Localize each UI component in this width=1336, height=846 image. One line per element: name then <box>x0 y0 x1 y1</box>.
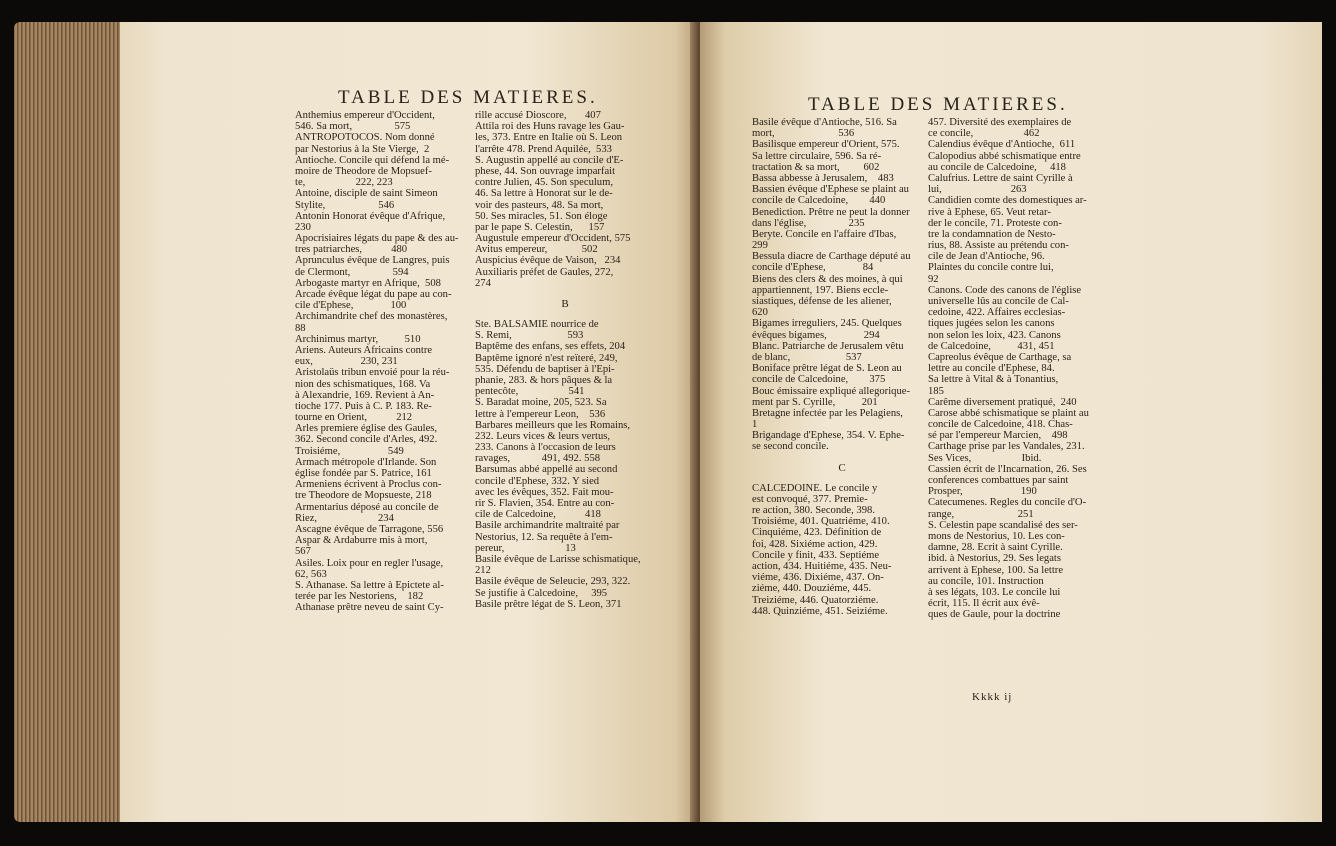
index-line: Brigandage d'Ephese, 354. V. Ephe- <box>752 430 905 442</box>
index-line: 62, 563 <box>295 568 327 580</box>
index-line: cedoine, 422. Affaires ecclesias- <box>928 307 1066 319</box>
index-line: nion des schismatiques, 168. Va <box>295 378 431 390</box>
index-line: rir S. Flavien, 354. Entre au con- <box>475 498 615 509</box>
index-line: 233. Canons à l'occasion de leurs <box>475 442 616 454</box>
index-line: église fondée par S. Patrice, 161 <box>295 468 432 479</box>
index-line: Bouc émissaire expliqué allegorique- <box>752 385 910 397</box>
index-line: Arcade évêque légat du pape au con- <box>295 289 452 300</box>
index-column-right-1 <box>752 117 932 617</box>
index-line: Arbogaste martyr en Afrique, 508 <box>295 277 441 289</box>
index-line: ce concile, 462 <box>928 128 1040 140</box>
index-line: ziéme, 440. Douziéme, 445. <box>752 583 872 595</box>
index-line: S. Augustin appellé au concile d'E- <box>475 154 624 166</box>
signature-mark: Kkkk ij <box>972 691 1013 703</box>
index-line: Arles premiere église des Gaules, <box>295 423 438 435</box>
index-line: Bassa abbesse à Jerusalem, 483 <box>752 172 894 184</box>
index-line: Barsumas abbé appellé au second <box>475 464 618 476</box>
index-line: de Clermont, 594 <box>295 266 409 278</box>
index-line: 535. Défendu de baptiser à l'Epi- <box>475 363 615 375</box>
index-line: lui, 263 <box>928 184 1027 196</box>
index-line: par Nestorius à la Ste Vierge, 2 <box>295 143 430 155</box>
left-page <box>120 22 698 822</box>
index-line: re action, 380. Seconde, 398. <box>752 505 875 516</box>
index-line: 185 <box>928 385 944 397</box>
index-line: Athanase prêtre neveu de saint Cy- <box>295 602 444 614</box>
index-line: Catecumenes. Regles du concile d'O- <box>928 497 1087 509</box>
index-line: ANTROPOTOCOS. Nom donné <box>295 132 435 144</box>
index-line: tres patriarches, 480 <box>295 244 408 256</box>
index-line: Cinquiéme, 423. Définition de <box>752 527 882 539</box>
index-line: Ses Vices, Ibid. <box>928 452 1042 464</box>
index-line: Calufrius. Lettre de saint Cyrille à <box>928 172 1073 184</box>
index-line: Blanc. Patriarche de Jerusalem vêtu <box>752 340 904 352</box>
index-line: Troisiéme, 401. Quatriéme, 410. <box>752 516 890 528</box>
index-line: Antoine, disciple de saint Simeon <box>295 188 438 200</box>
index-line: Apocrisiaires légats du pape & des au- <box>295 233 459 245</box>
index-line: concile d'Ephese, 332. Y sied <box>475 475 600 487</box>
index-line: Cassien écrit de l'Incarnation, 26. Ses <box>928 463 1087 475</box>
page-heading-left: TABLE DES MATIERES. <box>338 87 598 108</box>
index-column-right-2 <box>928 117 1113 620</box>
index-line: avec les évêques, 352. Fait mou- <box>475 486 614 498</box>
index-line: appartiennent, 197. Biens eccle- <box>752 284 889 296</box>
index-line: évêques bigames, 294 <box>752 329 880 341</box>
index-line: Aristolaüs tribun envoié pour la réu- <box>295 367 450 379</box>
index-line: Bessula diacre de Carthage député au <box>752 251 911 263</box>
index-line: eux, 230, 231 <box>295 356 398 368</box>
index-line: à Alexandrie, 169. Revient à An- <box>295 389 435 401</box>
index-line: foi, 428. Sixiéme action, 429. <box>752 538 878 550</box>
index-line: non selon les loix, 423. Canons <box>928 329 1061 341</box>
index-column-left-1 <box>295 110 473 613</box>
index-column-left-2 <box>475 110 655 610</box>
index-line: phese, 44. Son ouvrage imparfait <box>475 165 616 177</box>
index-line: Calendius évêque d'Antioche, 611 <box>928 139 1076 151</box>
index-line: Aspar & Ardaburre mis à mort, <box>295 535 428 547</box>
index-line: damne, 28. Ecrit à saint Cyrille. <box>928 542 1063 554</box>
right-page <box>700 22 1322 822</box>
index-line: Prosper, 190 <box>928 486 1037 498</box>
index-line: cile de Calcedoine, 418 <box>475 509 601 521</box>
index-line: Plaintes du concile contre lui, <box>928 262 1054 274</box>
index-line: Benediction. Prêtre ne peut la donner <box>752 206 910 218</box>
index-line: par le pape S. Celestin, 157 <box>475 221 605 233</box>
index-line: Attila roi des Huns ravage les Gau- <box>475 121 625 133</box>
index-line: concile de Calcedoine, 375 <box>752 374 886 386</box>
index-line: Basile prêtre légat de S. Leon, 371 <box>475 598 622 610</box>
index-line: der le concile, 71. Proteste con- <box>928 217 1062 229</box>
index-line: Troisiéme, 549 <box>295 445 404 457</box>
index-line: Aprunculus évêque de Langres, puis <box>295 255 450 267</box>
index-line: tourne en Orient, 212 <box>295 412 413 424</box>
index-line: lettre à l'empereur Leon, 536 <box>475 408 606 420</box>
index-line: te, 222, 223 <box>295 177 393 189</box>
index-line: Boniface prêtre légat de S. Leon au <box>752 363 902 375</box>
index-line: à ses légats, 103. Le concile lui <box>928 586 1061 598</box>
index-line: Augustule empereur d'Occident, 575 <box>475 233 631 245</box>
index-line: Armach métropole d'Irlande. Son <box>295 456 437 468</box>
index-line: mons de Nestorius, 10. Les con- <box>928 530 1065 542</box>
index-line: CALCEDOINE. Le concile y <box>752 482 878 494</box>
index-line: ment par S. Cyrille, 201 <box>752 396 878 408</box>
index-line: 88 <box>295 322 306 334</box>
index-line: rius, 88. Assiste au prétendu con- <box>928 240 1069 252</box>
index-line: Basile évêque de Larisse schismatique, <box>475 553 641 565</box>
index-line: tiques jugées selon les canons <box>928 318 1055 330</box>
index-line: Archimandrite chef des monastères, <box>295 311 448 323</box>
index-line: Ariens. Auteurs Africains contre <box>295 344 433 356</box>
index-line: Bretagne infectée par les Pelagiens, <box>752 407 903 419</box>
index-line: Biens des clers & des moines, à qui <box>752 273 903 285</box>
index-line: tractation & sa mort, 602 <box>752 161 880 173</box>
index-line: Capreolus évêque de Carthage, sa <box>928 351 1072 363</box>
index-line: ibid. à Nestorius, 29. Ses legats <box>928 553 1061 565</box>
index-line: au concile de Calcedoine, 418 <box>928 161 1066 173</box>
index-line: S. Remi, 593 <box>475 330 584 342</box>
index-line: tre Theodore de Mopsueste, 218 <box>295 490 432 502</box>
index-line: moire de Theodore de Mopsuef- <box>295 165 432 177</box>
index-line: se second concile. <box>752 441 829 453</box>
index-line: pentecôte, 541 <box>475 386 585 398</box>
index-line: Basilisque empereur d'Orient, 575. <box>752 139 900 151</box>
index-line: Concile y finit, 433. Septiéme <box>752 549 880 561</box>
index-line: 212 <box>475 565 491 577</box>
index-line: 620 <box>752 307 768 319</box>
index-line: Nestorius, 12. Sa requête à l'em- <box>475 531 613 543</box>
index-line: Beryte. Concile en l'affaire d'Ibas, <box>752 228 897 240</box>
index-line: dans l'église, 235 <box>752 217 865 229</box>
index-line: Se justifie à Calcedoine, 395 <box>475 587 608 599</box>
index-line: au concile, 101. Instruction <box>928 575 1044 587</box>
index-line: Avitus empereur, 502 <box>475 244 598 256</box>
index-line: concile de Calcedoine, 418. Chas- <box>928 419 1073 431</box>
index-line: Carose abbé schismatique se plaint au <box>928 407 1089 419</box>
index-line: Anthemius empereur d'Occident, <box>295 110 435 121</box>
index-line: arrivent à Ephese, 100. Sa lettre <box>928 564 1064 576</box>
index-line: 546. Sa mort, 575 <box>295 121 411 133</box>
index-line: ques de Gaule, pour la doctrine <box>928 609 1061 621</box>
section-letter: C <box>838 461 846 474</box>
page-edges-left <box>14 22 134 822</box>
page-heading-right: TABLE DES MATIERES. <box>808 94 1068 115</box>
index-line: terée par les Nestoriens, 182 <box>295 591 424 603</box>
index-line: 230 <box>295 221 311 233</box>
index-line: 567 <box>295 546 311 558</box>
index-line: cile d'Ephese, 100 <box>295 300 407 312</box>
index-line: Sa lettre à Vital & à Tonantius, <box>928 374 1059 386</box>
index-line: 232. Leurs vices & leurs vertus, <box>475 430 611 442</box>
index-line: S. Baradat moine, 205, 523. Sa <box>475 397 607 409</box>
index-line: tre la condamnation de Nesto- <box>928 228 1056 240</box>
index-line: 448. Quinziéme, 451. Seiziéme. <box>752 605 888 617</box>
index-line: 457. Diversité des exemplaires de <box>928 117 1072 128</box>
index-line: Basile archimandrite maltraité par <box>475 520 620 532</box>
index-line: Basile évêque de Seleucie, 293, 322. <box>475 576 631 588</box>
index-line: 362. Second concile d'Arles, 492. <box>295 434 438 446</box>
index-line: Candidien comte des domestiques ar- <box>928 195 1087 207</box>
index-line: viéme, 436. Dixiéme, 437. On- <box>752 572 884 584</box>
index-line: 299 <box>752 240 768 252</box>
index-line: action, 434. Huitiéme, 435. Neu- <box>752 560 892 572</box>
index-line: Stylite, 546 <box>295 199 395 211</box>
index-line: ravages, 491, 492. 558 <box>475 453 601 465</box>
index-line: Riez, 234 <box>295 512 394 524</box>
index-line: 46. Sa lettre à Honorat sur le de- <box>475 188 613 200</box>
index-line: rive à Ephese, 65. Veut retar- <box>928 206 1051 218</box>
index-line: mort, 536 <box>752 128 855 140</box>
index-line: 1 <box>752 419 758 431</box>
index-line: pereur, 13 <box>475 542 576 554</box>
index-line: contre Julien, 45. Son speculum, <box>475 177 613 189</box>
index-line: cile de Jean d'Antioche, 96. <box>928 251 1045 263</box>
index-line: tioche 177. Puis à C. P. 183. Re- <box>295 400 432 412</box>
index-line: Carême diversement pratiqué, 240 <box>928 396 1077 408</box>
index-line: Antonin Honorat évêque d'Afrique, <box>295 210 446 222</box>
index-line: Asiles. Loix pour en regler l'usage, <box>295 557 444 569</box>
index-line: écrit, 115. Il écrit aux évê- <box>928 598 1040 610</box>
index-line: sé par l'empereur Marcien, 498 <box>928 430 1068 442</box>
index-line: conferences combattues par saint <box>928 475 1069 486</box>
index-line: Canons. Code des canons de l'église <box>928 284 1082 296</box>
index-line: Ste. BALSAMIE nourrice de <box>475 319 599 330</box>
index-line: universelle lûs au concile de Cal- <box>928 296 1069 307</box>
index-line: de Calcedoine, 431, 451 <box>928 340 1055 352</box>
index-line: 50. Ses miracles, 51. Son éloge <box>475 210 608 222</box>
index-line: Baptême des enfans, ses effets, 204 <box>475 341 626 353</box>
index-line: voir des pasteurs, 48. Sa mort, <box>475 199 604 211</box>
index-line: Armentarius déposé au concile de <box>295 501 439 513</box>
index-line: S. Celestin pape scandalisé des ser- <box>928 519 1078 531</box>
index-line: 92 <box>928 273 939 285</box>
index-line: Ascagne évêque de Tarragone, 556 <box>295 523 444 535</box>
index-line: S. Athanase. Sa lettre à Epictete al- <box>295 579 444 591</box>
index-line: range, 251 <box>928 508 1034 520</box>
index-line: phanie, 283. & hors pâques & la <box>475 374 613 386</box>
index-line: siastiques, défense de les aliener, <box>752 296 892 307</box>
index-line: Sa lettre circulaire, 596. Sa ré- <box>752 150 882 162</box>
index-line: Antioche. Concile qui défend la mé- <box>295 154 450 166</box>
index-line: Basile évêque d'Antioche, 516. Sa <box>752 117 897 128</box>
index-line: lettre au concile d'Ephese, 84. <box>928 363 1055 375</box>
index-line: Baptême ignoré n'est reïteré, 249, <box>475 352 618 364</box>
index-line: Bigames irreguliers, 245. Quelques <box>752 318 902 330</box>
index-line: concile de Calcedoine, 440 <box>752 195 886 207</box>
index-line: 274 <box>475 277 491 289</box>
index-line: Armeniens écrivent à Proclus con- <box>295 479 442 491</box>
index-line: Barbares meilleurs que les Romains, <box>475 419 631 431</box>
section-letter: B <box>561 298 569 310</box>
index-line: les, 373. Entre en Italie où S. Leon <box>475 132 623 144</box>
index-line: Auspicius évêque de Vaison, 234 <box>475 255 621 267</box>
index-line: rille accusé Dioscore, 407 <box>475 110 601 121</box>
index-line: est convoqué, 377. Premie- <box>752 493 868 505</box>
index-line: Carthage prise par les Vandales, 231. <box>928 441 1085 453</box>
index-line: Treiziéme, 446. Quatorziéme. <box>752 594 879 606</box>
index-line: Archinimus martyr, 510 <box>295 333 421 345</box>
index-line: de blanc, 537 <box>752 351 862 363</box>
index-line: concile d'Ephese, 84 <box>752 262 874 274</box>
index-line: Calopodius abbé schismatique entre <box>928 150 1081 162</box>
index-line: l'arrête 478. Prend Aquilée, 533 <box>475 143 612 155</box>
index-line: Auxiliaris préfet de Gaules, 272, <box>475 266 614 278</box>
index-line: Bassien évêque d'Ephese se plaint au <box>752 184 909 196</box>
